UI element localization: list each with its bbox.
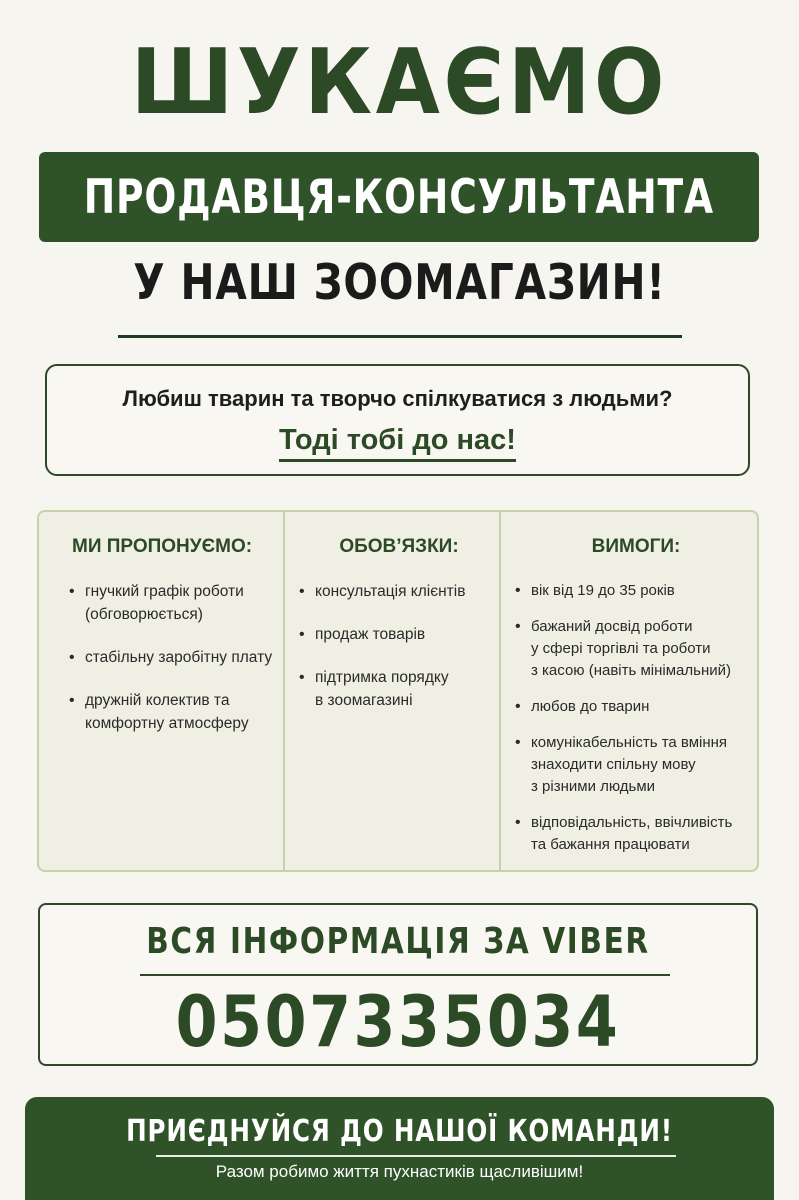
subhead: У НАШ ЗООМАГАЗИН! — [133, 254, 666, 311]
phone-number: 0507335034 — [175, 981, 621, 1063]
list-item: • гнучкий графік роботи (обговорюється) — [69, 580, 283, 626]
requirements-list — [515, 580, 757, 856]
offers-list — [69, 580, 283, 735]
duties-title: ОБОВ’ЯЗКИ: — [339, 536, 459, 557]
footer-subtitle: Разом робимо життя пухнастиків щасливішим! — [215, 1162, 584, 1181]
bullet-icon: • — [299, 583, 305, 600]
bullet-icon: • — [69, 692, 75, 709]
contact-title: ВСЯ ІНФОРМАЦІЯ ЗА VIBER — [146, 921, 650, 962]
list-item: • консультація клієнтів — [299, 580, 499, 603]
footer-divider — [156, 1155, 676, 1157]
subhead-divider — [118, 335, 682, 338]
position-banner — [39, 152, 759, 242]
position-title: ПРОДАВЦЯ-КОНСУЛЬТАНТА — [83, 169, 715, 225]
bullet-icon: • — [69, 649, 75, 666]
duties-column — [283, 512, 499, 870]
requirements-column — [499, 512, 757, 870]
footer-title: ПРИЄДНУЙСЯ ДО НАШОЇ КОМАНДИ! — [126, 1114, 673, 1149]
intro-answer-text: Тоді тобі до нас! — [279, 424, 516, 462]
list-item: • підтримка порядку в зоомагазині — [299, 666, 499, 712]
bullet-icon: • — [515, 698, 521, 715]
duties-list — [299, 580, 499, 712]
list-item: • стабільну заробітну плату — [69, 646, 283, 669]
bullet-icon: • — [515, 734, 521, 751]
details-columns — [37, 510, 759, 872]
contact-divider — [140, 974, 670, 976]
list-item: • бажаний досвід роботи у сфері торгівлі та роботи з касою (навіть мінімальний) — [515, 618, 732, 679]
bullet-icon: • — [515, 582, 521, 599]
bullet-icon: • — [69, 583, 75, 600]
headline: ШУКАЄМО — [130, 30, 669, 135]
intro-question: Любиш тварин та творчо спілкуватися з людьми? — [122, 386, 673, 411]
list-item: • вік від 19 до 35 років — [515, 580, 757, 602]
list-item: • відповідальність, ввічливість та бажання працювати — [515, 814, 733, 853]
list-item: • продаж товарів — [299, 623, 499, 646]
intro-box — [45, 364, 750, 476]
requirements-title: ВИМОГИ: — [591, 536, 681, 557]
bullet-icon: • — [515, 814, 521, 831]
offers-column — [39, 512, 283, 870]
intro-answer — [47, 424, 748, 462]
list-item: • дружній колектив та комфортну атмосферу — [69, 689, 283, 735]
list-item: • любов до тварин — [515, 696, 757, 718]
bullet-icon: • — [299, 669, 305, 686]
bullet-icon: • — [299, 626, 305, 643]
contact-box — [38, 903, 758, 1066]
offers-title: МИ ПРОПОНУЄМО: — [72, 536, 253, 557]
footer-banner — [25, 1097, 774, 1200]
list-item: • комунікабельність та вміння знаходити спільну мову з різними людьми — [515, 734, 728, 795]
bullet-icon: • — [515, 618, 521, 635]
